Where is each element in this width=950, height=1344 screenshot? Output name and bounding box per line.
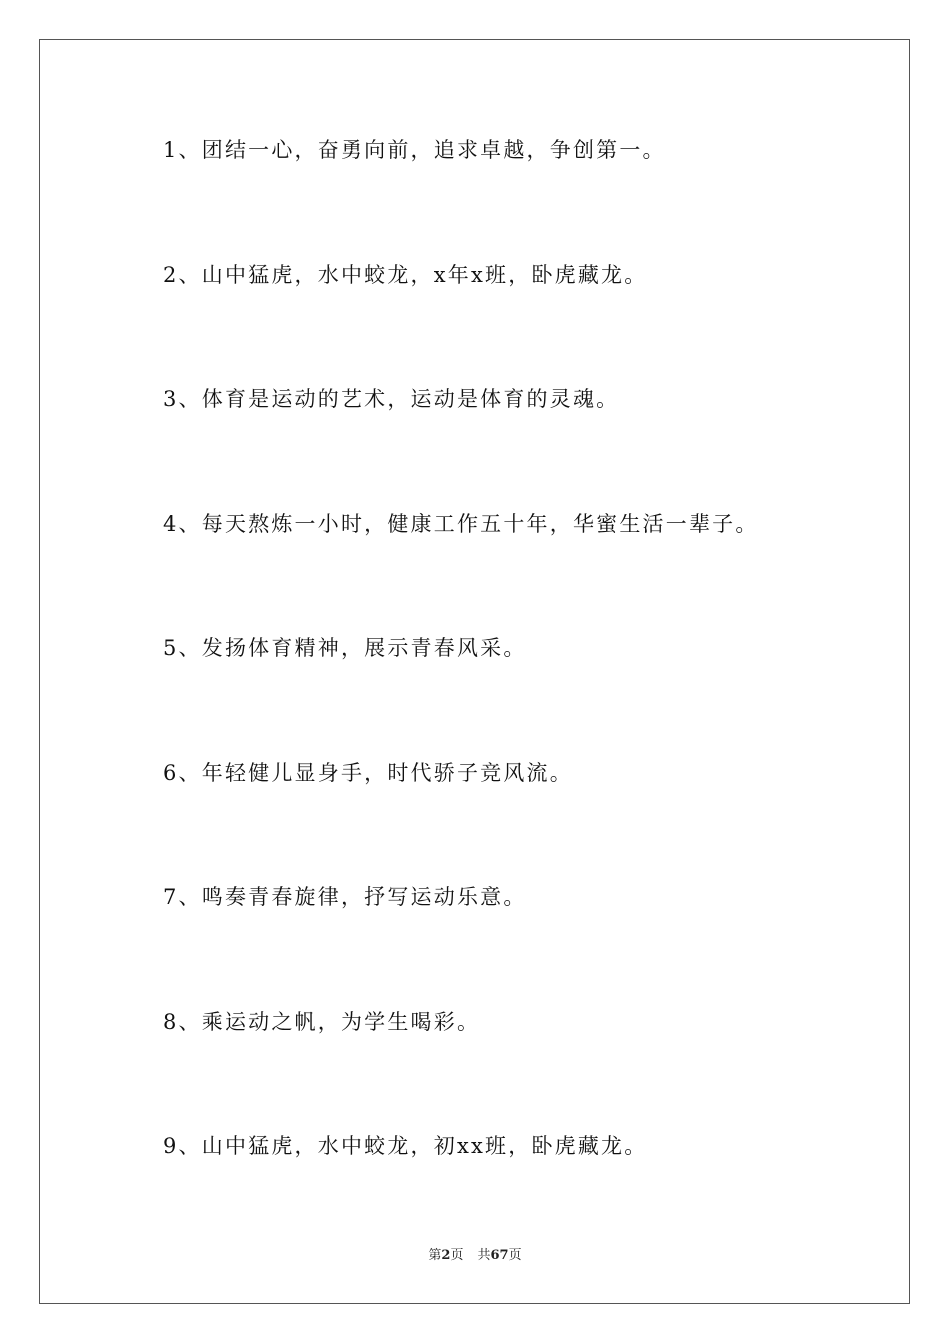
slogan-list <box>163 132 759 1253</box>
slogan-item: 9、山中猛虎，水中蛟龙，初xx班，卧虎藏龙。 <box>163 1134 648 1158</box>
slogan-item: 2、山中猛虎，水中蛟龙，x年x班，卧虎藏龙。 <box>163 262 648 287</box>
slogan-item: 1、团结一心，奋勇向前，追求卓越，争创第一。 <box>163 138 666 162</box>
page-number: 2 <box>441 1248 451 1263</box>
total-prefix: 共 <box>477 1248 491 1263</box>
slogan-item: 6、年轻健儿显身手，时代骄子竞风流。 <box>163 760 573 785</box>
page-footer <box>0 1246 950 1266</box>
page-suffix: 页 <box>450 1248 464 1263</box>
slogan-item: 8、乘运动之帆，为学生喝彩。 <box>163 1009 481 1034</box>
total-pages: 67 <box>490 1248 509 1263</box>
slogan-item: 3、体育是运动的艺术，运动是体育的灵魂。 <box>163 387 620 411</box>
slogan-item: 5、发扬体育精神，展示青春风采。 <box>163 636 527 660</box>
total-suffix: 页 <box>508 1248 522 1263</box>
page-prefix: 第 <box>428 1248 442 1263</box>
slogan-item: 4、每天熬炼一小时，健康工作五十年，华蜜生活一辈子。 <box>163 511 759 536</box>
slogan-item: 7、鸣奏青春旋律，抒写运动乐意。 <box>163 885 527 909</box>
